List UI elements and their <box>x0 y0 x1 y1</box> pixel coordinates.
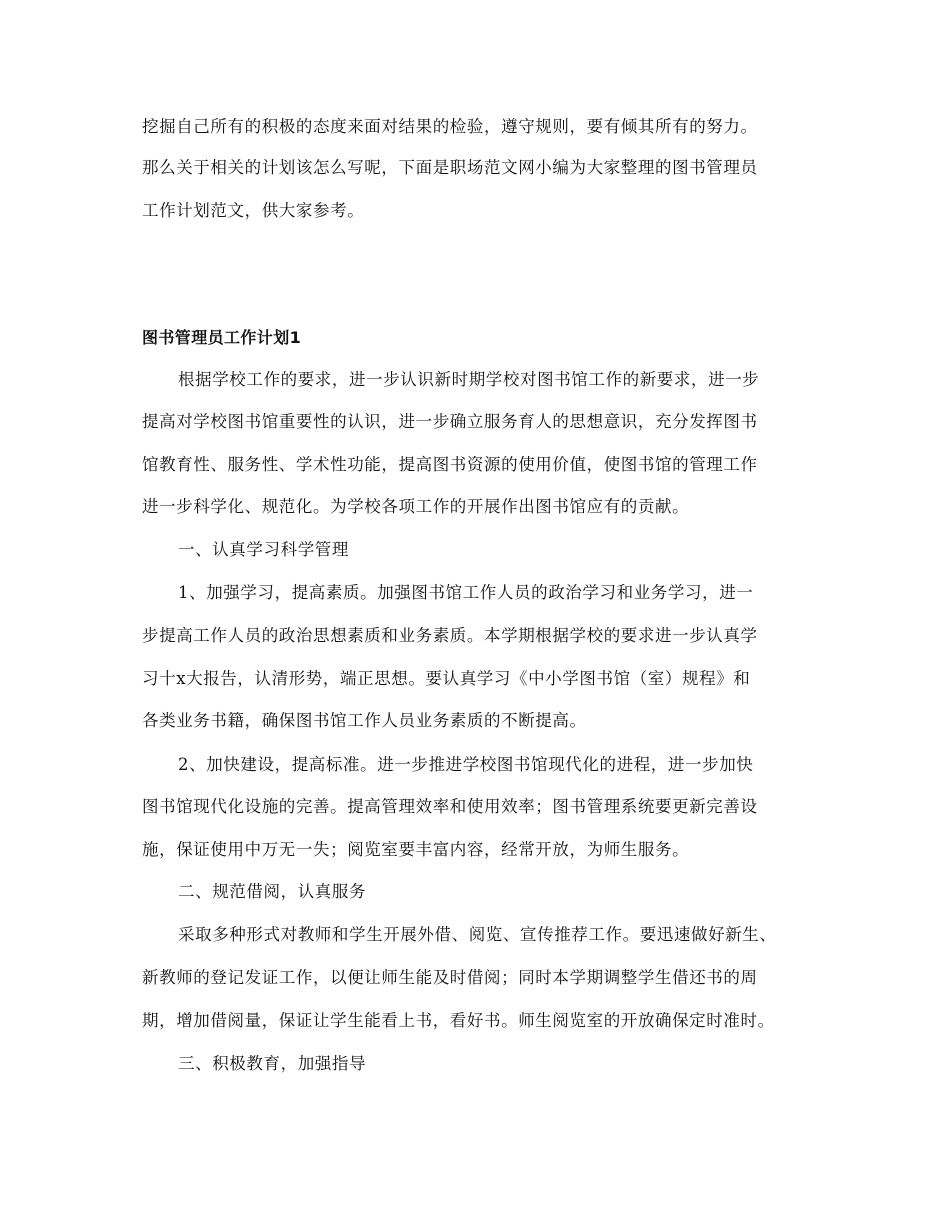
intro-line-3: 工作计划范文，供大家参考。 <box>142 201 365 220</box>
item1-line-3: 习十x大报告，认清形势，端正思想。要认真学习《中小学图书馆（室）规程》和 <box>142 669 751 688</box>
intro-line-1: 挖掘自己所有的积极的态度来面对结果的检验，遵守规则，要有倾其所有的努力。 <box>142 117 758 136</box>
heading-1: 一、认真学习科学管理 <box>178 540 349 559</box>
para2-line-1: 采取多种形式对教师和学生开展外借、阅览、宣传推荐工作。要迅速做好新生、 <box>178 925 777 944</box>
para2-line-3: 期，增加借阅量，保证让学生能看上书，看好书。师生阅览室的开放确保定时准时。 <box>142 1011 775 1030</box>
item2-line-2: 图书馆现代化设施的完善。提高管理效率和使用效率；图书管理系统要更新完善设 <box>142 797 758 816</box>
item1-line-4: 各类业务书籍，确保图书馆工作人员业务素质的不断提高。 <box>142 711 587 730</box>
item2-line-3: 施，保证使用中万无一失；阅览室要丰富内容，经常开放，为师生服务。 <box>142 840 690 859</box>
para1-line-3: 馆教育性、服务性、学术性功能，提高图书资源的使用价值，使图书馆的管理工作 <box>142 455 758 474</box>
heading-3: 三、积极教育，加强指导 <box>178 1054 367 1073</box>
item1-line-1: 1、加强学习，提高素质。加强图书馆工作人员的政治学习和业务学习，进一 <box>178 583 754 602</box>
section-title: 图书管理员工作计划1 <box>142 328 302 347</box>
heading-2: 二、规范借阅，认真服务 <box>178 882 367 901</box>
intro-line-2: 那么关于相关的计划该怎么写呢，下面是职场范文网小编为大家整理的图书管理员 <box>142 158 758 177</box>
para1-line-2: 提高对学校图书馆重要性的认识，进一步确立服务育人的思想意识，充分发挥图书 <box>142 412 758 431</box>
item1-line-2: 步提高工作人员的政治思想素质和业务素质。本学期根据学校的要求进一步认真学 <box>142 626 758 645</box>
para1-line-1: 根据学校工作的要求，进一步认识新时期学校对图书馆工作的新要求，进一步 <box>178 370 760 389</box>
para2-line-2: 新教师的登记发证工作，以便让师生能及时借阅；同时本学期调整学生借还书的周 <box>142 968 758 987</box>
para1-line-4: 进一步科学化、规范化。为学校各项工作的开展作出图书馆应有的贡献。 <box>142 497 690 516</box>
item2-line-1: 2、加快建设，提高标准。进一步推进学校图书馆现代化的进程，进一步加快 <box>178 755 754 774</box>
